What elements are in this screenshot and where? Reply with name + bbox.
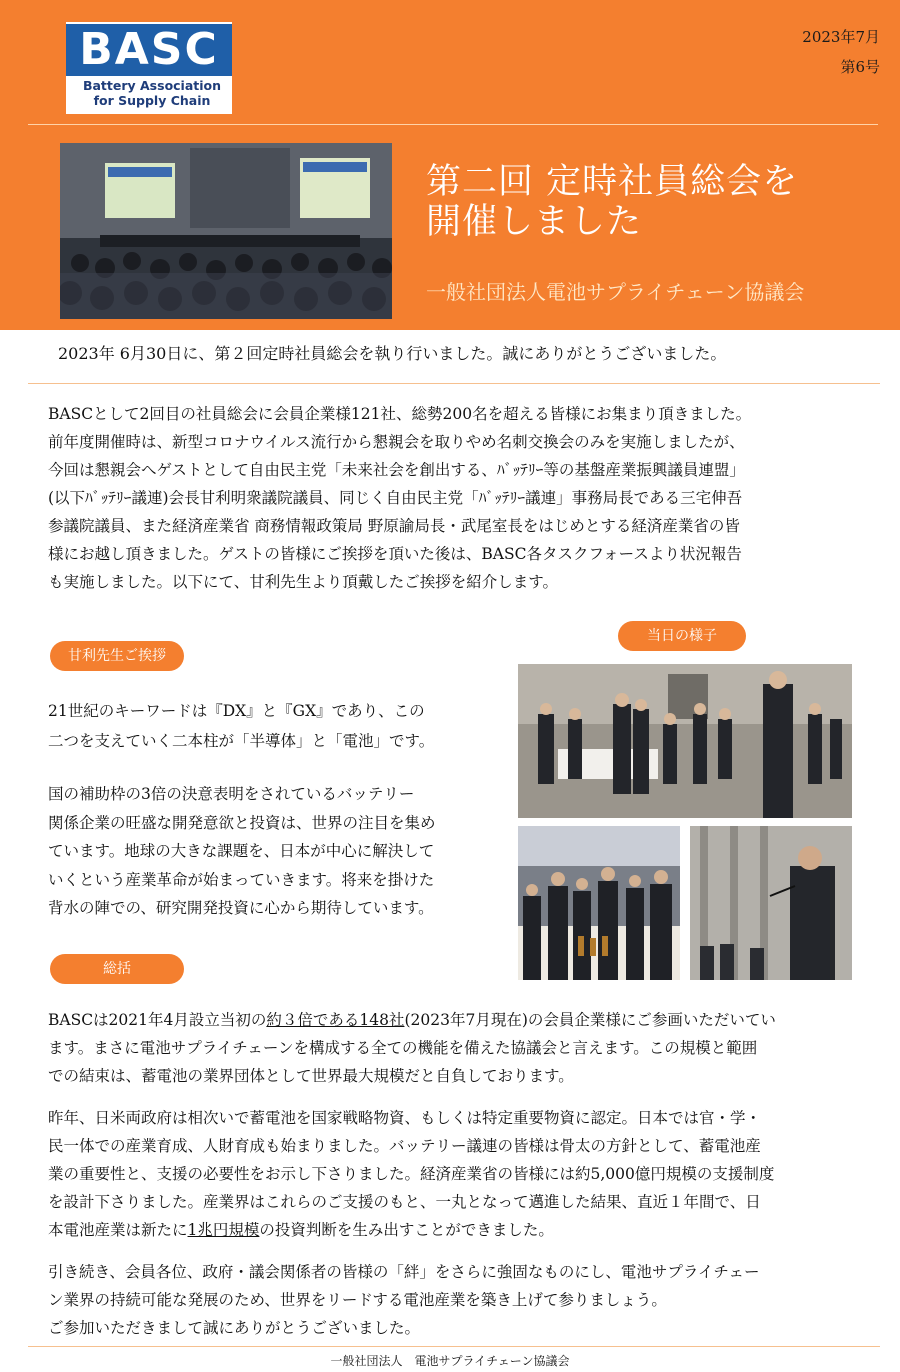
- header-divider: [28, 124, 878, 125]
- investment-highlight: 1兆円規模: [187, 1221, 260, 1239]
- summary-line: 本電池産業は新たに1兆円規模の投資判断を生み出すことができました。: [48, 1221, 554, 1239]
- issue-date: 2023年7月: [802, 28, 880, 46]
- basc-logo-subtitle: Battery Association for Supply Chain: [82, 78, 222, 108]
- basc-logo-mark: BASC: [66, 24, 232, 76]
- issue-info: [760, 22, 880, 82]
- greeting-paragraph-2: 国の補助枠の3倍の決意表明をされているバッテリー 関係企業の旺盛な開発意欲と投資は、世界の注目を集め ています。地球の大きな課題を、日本が中心に解決して いくという産業革命が始まっていきます。将来を掛けた 背水の陣での、研究開発投資に心から期待しています。: [48, 785, 436, 917]
- organization-name: 一般社団法人電池サプライチェーン協議会: [426, 280, 805, 304]
- reception-photo-crowd: [518, 826, 680, 980]
- reception-photo-speaker: [690, 826, 852, 980]
- summary-paragraph-3: 引き続き、会員各位、政府・議会関係者の皆様の「絆」をさらに強固なものにし、電池サプライチェー ン業界の持続可能な発展のため、世界をリードする電池産業を築き上げて参りましょう。 ご参加いただきまして誠にありがとうございました。: [48, 1263, 760, 1337]
- greeting-paragraph-1: 21世紀のキーワードは『DX』と『GX』であり、この 二つを支えていく二本柱が「半導体」と「電池」です。: [48, 702, 435, 750]
- reception-photo-wide: [518, 664, 852, 818]
- greeting-label: 甘利先生ご挨拶: [50, 641, 184, 671]
- page-title: 第二回 定時社員総会を 開催しました: [426, 162, 799, 242]
- footer-organization: 一般社団法人 電池サプライチェーン協議会: [330, 1354, 570, 1368]
- section-divider: [28, 383, 880, 384]
- summary-paragraph-2: 昨年、日米両政府は相次いで蓄電池を国家戦略物資、もしくは特定重要物資に認定。日本では官・学・ 民一体での産業育成、人財育成も始まりました。バッテリー議連の皆様は骨太の方針として、蓄電池産 業の重要性と、支援の必要性をお示し下さりました。経済産業省の皆様には約5,000億円規模の支援制度 を設計下さりました。産業界はこれらのご支援のもと、一丸となって邁進した結果、直近１年間で、日 本電池産業は新たに1兆円規模の投資判断を生み出すことができました。: [48, 1104, 890, 1244]
- header-banner: [0, 0, 900, 330]
- lead-sentence: 2023年 6月30日に、第２回定時社員総会を執り行いました。誠にありがとうございました。: [58, 344, 727, 363]
- summary-line: BASCは2021年4月設立当初の約３倍である148社(2023年7月現在)の会員企業様にご参画いただいてい: [48, 1011, 776, 1029]
- issue-number: 第6号: [840, 58, 880, 76]
- summary-label: 総括: [50, 954, 184, 984]
- intro-paragraph: BASCとして2回目の社員総会に会員企業様121社、総勢200名を超える皆様にお集まり頂きました。 前年度開催時は、新型コロナウイルス流行から懇親会を取りやめ名刺交換会のみを実施しましたが、 今回は懇親会へゲストとして自由民主党「未来社会を創出する、ﾊﾞｯﾃﾘｰ等の基盤産業振興議員連盟」 (以下ﾊﾞｯﾃﾘｰ議連)会長甘利明衆議院議員、同じく自由民主党「ﾊﾞｯﾃﾘｰ議連」事務局長である三宅伸吾 参議院議員、また経済産業省 商務情報政策局 野原諭局長・武尾室長をはじめとする経済産業省の皆 様にお越し頂きました。ゲストの皆様にご挨拶を頂いた後は、BASC各タスクフォースより状況報告 も実施しました。以下にて、甘利先生より頂戴したご挨拶を紹介します。: [48, 405, 752, 591]
- basc-logo: [66, 22, 232, 114]
- summary-paragraph-1: BASCは2021年4月設立当初の約３倍である148社(2023年7月現在)の会員企業様にご参画いただいてい ます。まさに電池サプライチェーンを構成する全ての機能を備えた協議会と言えます。この規模と範囲 での結束は、蓄電池の業界団体として世界最大規模だと自負しております。: [48, 1006, 884, 1090]
- meeting-hall-photo: [60, 143, 392, 319]
- scene-label: 当日の様子: [618, 621, 746, 651]
- member-count-highlight: 約３倍である148社: [266, 1011, 405, 1029]
- footer-divider: [28, 1346, 880, 1347]
